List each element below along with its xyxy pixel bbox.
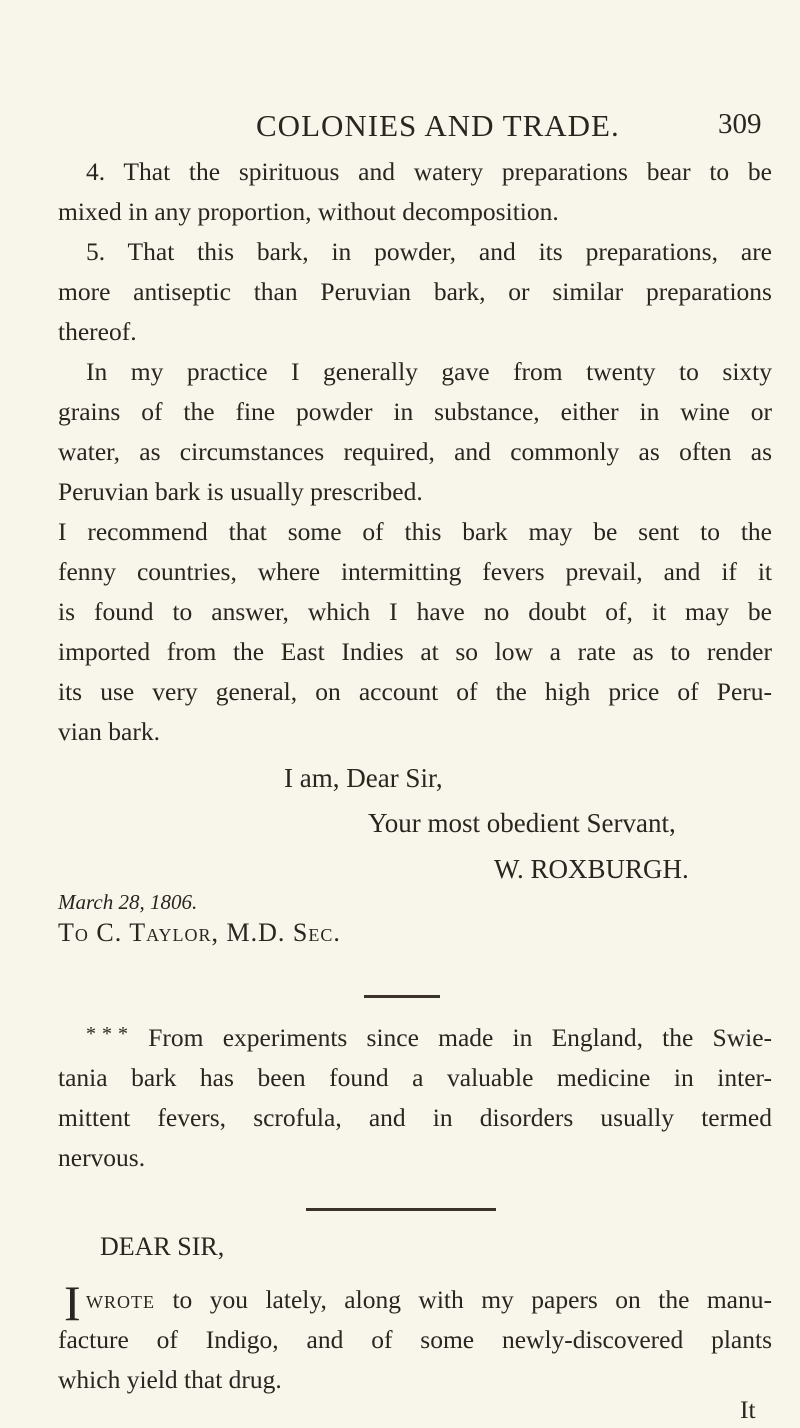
text-line: thereof.	[58, 317, 137, 346]
text-line: imported from the East Indies at so low a rate as to render	[58, 637, 772, 666]
note-first-line: From experiments since made in England, the Swie-	[148, 1023, 773, 1052]
first-word: wrote	[86, 1285, 155, 1314]
section-divider	[306, 1208, 496, 1211]
text-line: grains of the fine powder in substance, either in wine or	[58, 397, 772, 426]
text-line: Peruvian bark is usually prescribed.	[58, 477, 423, 506]
note-line	[86, 1023, 772, 1055]
text-line: facture of Indigo, and of some newly-discovered plants	[58, 1325, 772, 1354]
text-line: more antiseptic than Peruvian bark, or similar preparations	[58, 277, 772, 306]
text-line: I recommend that some of this bark may be sent to the	[58, 517, 772, 546]
text-line: which yield that drug.	[58, 1365, 282, 1394]
text-line: mixed in any proportion, without decomposition.	[58, 197, 559, 226]
text-line	[86, 1285, 772, 1315]
note-line: tania bark has been found a valuable medicine in inter-	[58, 1063, 772, 1092]
note-line: mittent fevers, scrofula, and in disorders usually termed	[58, 1103, 772, 1132]
salutation: DEAR SIR,	[100, 1232, 225, 1261]
text-line: is found to answer, which I have no doubt of, it may be	[58, 597, 772, 626]
running-head	[0, 108, 800, 148]
text-line: its use very general, on account of the high price of Peru-	[58, 677, 772, 706]
divider	[364, 995, 440, 998]
text-line: fenny countries, where intermitting fevers prevail, and if it	[58, 557, 772, 586]
catchword: It	[740, 1395, 756, 1424]
text-line: In my practice I generally gave from twenty to sixty	[86, 357, 772, 386]
closing-line-2: Your most obedient Servant,	[368, 808, 676, 838]
asterism: * * *	[86, 1023, 130, 1045]
page-number: 309	[718, 108, 762, 140]
running-title: COLONIES AND TRADE.	[256, 108, 620, 143]
letter-date: March 28, 1806.	[58, 890, 198, 914]
text-line: vian bark.	[58, 717, 160, 746]
text-line: water, as circumstances required, and commonly as often as	[58, 437, 772, 466]
first-line-rest: to you lately, along with my papers on the manu-	[172, 1285, 772, 1314]
text-line: 5. That this bark, in powder, and its preparations, are	[86, 237, 772, 266]
drop-cap: I	[64, 1275, 81, 1331]
text-line: 4. That the spirituous and watery preparations bear to be	[86, 157, 772, 186]
note-line: nervous.	[58, 1143, 146, 1172]
closing: I am, Dear Sir,	[284, 763, 443, 793]
signature: W. ROXBURGH.	[494, 854, 689, 884]
addressee: To C. Taylor, M.D. Sec.	[58, 918, 341, 947]
